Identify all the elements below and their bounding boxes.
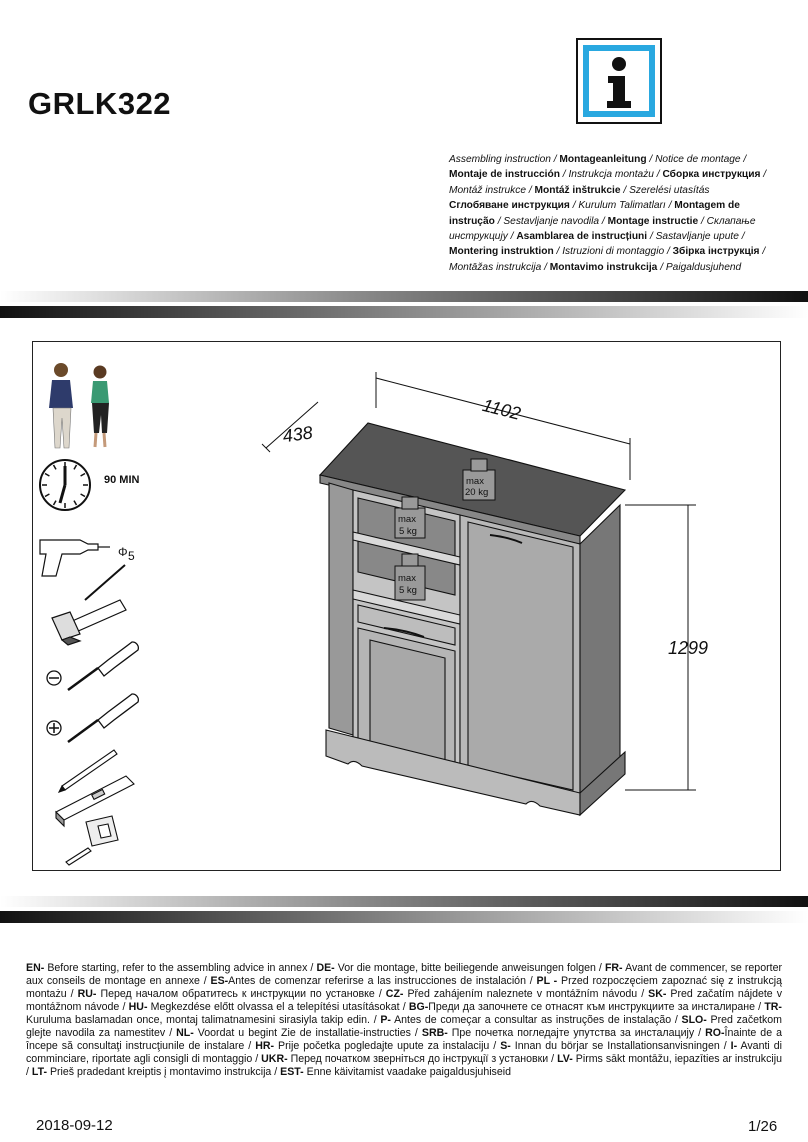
bold-run: Збірка інструкція [672,246,760,258]
bold-run: SK- [648,988,667,1000]
text-run: Avanti di comminciare, riportate agli consigli di montaggio / [26,1040,782,1065]
text-run: Склапање [706,215,756,227]
bold-run: RU- [77,988,97,1000]
text-run: Before starting, refer to the assembling advice in annex / [44,962,317,974]
people-icon [42,358,134,450]
assembly-notice [26,962,782,1079]
bold-run: HU- [128,1001,148,1013]
bold-run: SLO- [681,1014,707,1026]
text-run: Enne käivitamist vaadake paigaldusjuhiseid [303,1066,511,1078]
text-run: Pred začatím nájdete v montážnom návode / [26,988,782,1013]
text-run: / [526,184,535,196]
text-run: Innan du börjar se Installationsanvisningen / [510,1040,731,1052]
bold-run: ES- [210,975,229,987]
page-number: 1/26 [748,1118,778,1135]
text-run: / [599,215,608,227]
svg-text:Φ: Φ [118,545,128,559]
bold-run: PL - [536,975,558,987]
flat-screwdriver-icon [47,642,138,690]
text-run: Перед началом обратитесь к инструкции по установке / [96,988,386,1000]
text-run: Megkezdése előtt olvassa el a telepítési utasításokat / [147,1001,409,1013]
text-run: Sastavljanje upute [655,231,739,243]
document-date: 2018-09-12 [36,1117,113,1134]
text-run: Перед початком зверніться до інструкції з установки / [287,1053,558,1065]
text-run: Montāžas instrukcija [449,261,542,273]
text-run: / [620,184,630,196]
load-max: max [466,476,484,487]
text-run: / [553,246,563,258]
phillips-screwdriver-icon [47,694,138,742]
bold-run: CZ- [385,988,404,1000]
bold-run: S- [500,1040,511,1052]
bold-run: EST- [280,1066,304,1078]
bold-run: Montaje de instrucción [449,169,560,181]
assembly-time: 90 MIN [104,474,140,486]
text-run: / [759,246,766,258]
text-run: Avant de commencer, se reporter aux conseils de montage en annexe / [26,962,782,987]
text-run: / [646,154,656,165]
bold-run: Сглобяване инструкция [449,200,570,212]
load-max: max [398,514,416,525]
bold-run: SRB- [421,1027,448,1039]
drill-icon [40,540,135,600]
bold-run: Montageanleitung [559,154,647,165]
bold-run: instrução [449,215,495,227]
bold-run: LT- [31,1066,47,1078]
text-run: Voordat u begint Zie de installatie-instructies / [193,1027,422,1039]
bold-run: DE- [316,962,335,974]
text-run: Notice de montage [655,154,741,165]
bold-run: LV- [557,1053,573,1065]
bold-run: I- [730,1040,738,1052]
bold-run: FR- [604,962,623,974]
text-run: Преди да започнете се отнасят към инструкциите за инсталиране / [428,1001,765,1013]
text-run: / [550,154,560,165]
model-title: GRLK322 [28,86,172,121]
bold-run: EN- [26,962,45,974]
text-run: Antes de começar a consultar as instruções de instalação / [390,1014,682,1026]
text-run: / [740,154,747,165]
text-run: Instrukcja montażu [568,169,654,181]
text-run: / [760,169,767,181]
bold-run: RO- [705,1027,725,1039]
text-run: Pirms sākt montāžu, iepazīties ar instrukciju / [26,1053,782,1078]
bold-run: Montagem de [674,200,740,212]
text-run: / [665,200,675,212]
text-run: / [494,215,504,227]
load-max: max [398,573,416,584]
bold-run: Montáž inštrukcie [534,184,621,196]
text-run: / [738,231,745,243]
text-run: Пре почетка погледајте упутства за инсталацију / [447,1027,706,1039]
clock-icon [40,460,90,510]
text-run: Pred začetkom glejte navodila za namestitev / [26,1014,782,1039]
bold-run: Montering instruktion [449,246,554,258]
load-kg: 20 kg [465,487,489,498]
bold-run: TR- [764,1001,782,1013]
tape-measure-icon [66,816,118,865]
text-run: / [507,231,517,243]
bold-run: P- [380,1014,391,1026]
dim-depth: 438 [281,422,314,447]
text-run: / [559,169,569,181]
load-kg: 5 kg [399,526,417,537]
hammer-icon [52,600,126,645]
drill-size-label: 5 [128,549,135,563]
text-run: Prije početka pogledajte upute za instalaciju / [274,1040,501,1052]
text-run: Antes de comenzar referirse a las instrucciones de instalación / [228,975,537,987]
text-run: Sestavljanje navodila [503,215,600,227]
text-run: Před zahájením naleznete v montážním návodu / [403,988,649,1000]
text-run: Assembling instruction [449,154,551,165]
text-run: / [698,215,707,227]
text-run: инструкцију [449,231,508,243]
text-run: Kuruluma baslamadan once, montaj talimatnamesini sirasiyla takip edin. / [26,1014,381,1026]
text-run: / [657,261,666,273]
text-run: Vor die montage, bitte beiliegende anweisungen folgen / [334,962,605,974]
bold-run: Сборка инструкция [662,169,761,181]
bold-run: BG- [408,1001,429,1013]
text-run: / [664,246,673,258]
bold-run: HR- [255,1040,275,1052]
footer-stripe [0,896,808,926]
text-run: Szerelési utasítás [629,184,710,196]
bold-run: Montavimo instrukcija [549,261,658,273]
text-run: / [653,169,663,181]
load-kg: 5 kg [399,585,417,596]
text-run: Prieš pradedant kreiptis į montavimo instrukcija / [47,1066,281,1078]
text-run: Kurulum Talimatları [578,200,666,212]
bold-run: UKR- [261,1053,288,1065]
text-run: Paigaldusjuhend [665,261,742,273]
text-run: Montáž instrukce [449,184,527,196]
bold-run: Asamblarea de instrucțiuni [516,231,648,243]
bold-run: NL- [176,1027,194,1039]
dim-height: 1299 [668,638,709,658]
text-run: Înainte de a începe să consultaţi instrucţiunile de instalare / [26,1027,782,1052]
text-run: / [541,261,550,273]
bold-run: Montage instructie [607,215,699,227]
text-run: Istruzioni di montaggio [562,246,665,258]
text-run: / [569,200,579,212]
text-run: Przed rozpoczęciem zapoznać się z instrukcją montażu / [26,975,782,1000]
dim-width: 1102 [480,394,523,424]
text-run: / [647,231,656,243]
